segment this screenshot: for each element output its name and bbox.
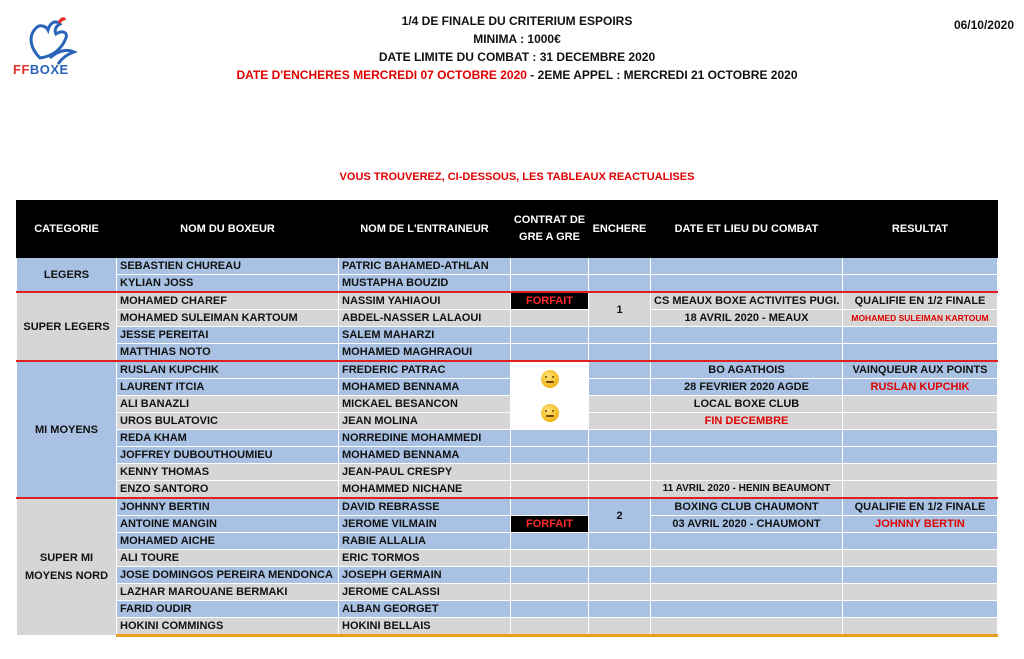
resultat-cell bbox=[843, 618, 998, 636]
entraineur-cell: MOHAMMED NICHANE bbox=[339, 481, 511, 499]
date-lieu-cell bbox=[651, 618, 843, 636]
resultat-cell: VAINQUEUR AUX POINTS bbox=[843, 361, 998, 379]
entraineur-cell: MOHAMED BENNAMA bbox=[339, 447, 511, 464]
entraineur-cell: JEAN MOLINA bbox=[339, 413, 511, 430]
resultat-cell bbox=[843, 567, 998, 584]
boxeur-cell: JOFFREY DUBOUTHOUMIEU bbox=[117, 447, 339, 464]
boxeur-cell: MOHAMED SULEIMAN KARTOUM bbox=[117, 310, 339, 327]
table-row bbox=[17, 310, 998, 327]
date-lieu-cell: LOCAL BOXE CLUB bbox=[651, 396, 843, 413]
contrat-cell bbox=[511, 481, 589, 499]
contrat-cell bbox=[511, 533, 589, 550]
entraineur-cell: NASSIM YAHIAOUI bbox=[339, 292, 511, 310]
resultat-winner-cell: MOHAMED SULEIMAN KARTOUM bbox=[843, 310, 998, 327]
entraineur-cell: NORREDINE MOHAMMEDI bbox=[339, 430, 511, 447]
ffboxe-logo-text: FFBOXE bbox=[13, 62, 69, 77]
page-title: 1/4 DE FINALE DU CRITERIUM ESPOIRS bbox=[401, 14, 633, 28]
contrat-cell bbox=[511, 567, 589, 584]
entraineur-cell: SALEM MAHARZI bbox=[339, 327, 511, 344]
boxeur-cell: KYLIAN JOSS bbox=[117, 275, 339, 293]
date-lieu-cell: BOXING CLUB CHAUMONT bbox=[651, 498, 843, 516]
resultat-cell bbox=[843, 550, 998, 567]
boxeur-cell: LAURENT ITCIA bbox=[117, 379, 339, 396]
enchere-cell bbox=[589, 379, 651, 396]
table-row bbox=[17, 379, 998, 396]
entraineur-cell: MUSTAPHA BOUZID bbox=[339, 275, 511, 293]
date-lieu-cell bbox=[651, 447, 843, 464]
col-entraineur: NOM DE L'ENTRAINEUR bbox=[339, 201, 511, 258]
enchere-cell: 2 bbox=[589, 498, 651, 533]
resultat-cell bbox=[843, 464, 998, 481]
resultat-cell bbox=[843, 481, 998, 499]
enchere-cell: 1 bbox=[589, 292, 651, 327]
contrat-cell bbox=[511, 464, 589, 481]
enchere-cell bbox=[589, 447, 651, 464]
entraineur-cell: DAVID REBRASSE bbox=[339, 498, 511, 516]
enchere-cell bbox=[589, 275, 651, 293]
contrat-cell bbox=[511, 396, 589, 430]
table-row bbox=[17, 498, 998, 516]
table-row bbox=[17, 618, 998, 636]
boxeur-cell: ANTOINE MANGIN bbox=[117, 516, 339, 533]
enchere-cell bbox=[589, 361, 651, 379]
contrat-cell bbox=[511, 258, 589, 275]
entraineur-cell: MOHAMED MAGHRAOUI bbox=[339, 344, 511, 362]
date-lieu-cell bbox=[651, 344, 843, 362]
boxeur-cell: MOHAMED AICHE bbox=[117, 533, 339, 550]
enchere-cell bbox=[589, 396, 651, 413]
entraineur-cell: FREDERIC PATRAC bbox=[339, 361, 511, 379]
contrat-cell bbox=[511, 310, 589, 327]
entraineur-cell: JEROME CALASSI bbox=[339, 584, 511, 601]
table-row bbox=[17, 275, 998, 293]
col-resultat: RESULTAT bbox=[843, 201, 998, 258]
resultat-winner-cell: JOHNNY BERTIN bbox=[843, 516, 998, 533]
table-row bbox=[17, 567, 998, 584]
table-row bbox=[17, 430, 998, 447]
resultat-cell bbox=[843, 275, 998, 293]
resultat-cell bbox=[843, 413, 998, 430]
entraineur-cell: MOHAMED BENNAMA bbox=[339, 379, 511, 396]
boxeur-cell: SEBASTIEN CHUREAU bbox=[117, 258, 339, 275]
table-row bbox=[17, 327, 998, 344]
table-row bbox=[17, 292, 998, 310]
boxeur-cell: LAZHAR MAROUANE BERMAKI bbox=[117, 584, 339, 601]
second-call: 2EME APPEL : MERCREDI 21 OCTOBRE 2020 bbox=[537, 68, 798, 82]
table-row bbox=[17, 584, 998, 601]
date-lieu-cell: 11 AVRIL 2020 - HENIN BEAUMONT bbox=[651, 481, 843, 499]
auction-date: DATE D'ENCHERES MERCREDI 07 OCTOBRE 2020 bbox=[236, 68, 527, 82]
date-lieu-cell: BO AGATHOIS bbox=[651, 361, 843, 379]
table-row bbox=[17, 533, 998, 550]
date-lieu-cell: 18 AVRIL 2020 - MEAUX bbox=[651, 310, 843, 327]
enchere-cell bbox=[589, 618, 651, 636]
enchere-cell bbox=[589, 481, 651, 499]
boxeur-cell: ALI TOURE bbox=[117, 550, 339, 567]
entraineur-cell: MICKAEL BESANCON bbox=[339, 396, 511, 413]
contrat-cell bbox=[511, 618, 589, 636]
enchere-cell bbox=[589, 533, 651, 550]
resultat-cell bbox=[843, 258, 998, 275]
resultat-cell bbox=[843, 344, 998, 362]
date-lieu-cell bbox=[651, 550, 843, 567]
forfait-badge: FORFAIT bbox=[511, 292, 589, 310]
entraineur-cell: ABDEL-NASSER LALAOUI bbox=[339, 310, 511, 327]
resultat-cell bbox=[843, 430, 998, 447]
boxeur-cell: UROS BULATOVIC bbox=[117, 413, 339, 430]
col-categorie: CATEGORIE bbox=[17, 201, 117, 258]
contrat-cell bbox=[511, 430, 589, 447]
date-lieu-cell bbox=[651, 533, 843, 550]
table-row bbox=[17, 344, 998, 362]
entraineur-cell: JEAN-PAUL CRESPY bbox=[339, 464, 511, 481]
enchere-cell bbox=[589, 601, 651, 618]
resultat-cell bbox=[843, 327, 998, 344]
contrat-cell bbox=[511, 584, 589, 601]
table-row bbox=[17, 396, 998, 413]
enchere-cell bbox=[589, 258, 651, 275]
entraineur-cell: PATRIC BAHAMED-ATHLAN bbox=[339, 258, 511, 275]
resultat-cell: QUALIFIE EN 1/2 FINALE bbox=[843, 498, 998, 516]
resultat-cell bbox=[843, 396, 998, 413]
col-date-lieu: DATE ET LIEU DU COMBAT bbox=[651, 201, 843, 258]
enchere-cell bbox=[589, 550, 651, 567]
resultat-cell: QUALIFIE EN 1/2 FINALE bbox=[843, 292, 998, 310]
forfait-badge: FORFAIT bbox=[511, 516, 589, 533]
date-lieu-cell: 03 AVRIL 2020 - CHAUMONT bbox=[651, 516, 843, 533]
boxeur-cell: JESSE PEREITAI bbox=[117, 327, 339, 344]
col-boxeur: NOM DU BOXEUR bbox=[117, 201, 339, 258]
contrat-cell bbox=[511, 361, 589, 396]
date-lieu-cell bbox=[651, 601, 843, 618]
thinking-face-icon bbox=[541, 370, 559, 388]
boxeur-cell: MATTHIAS NOTO bbox=[117, 344, 339, 362]
col-enchere: ENCHERE bbox=[589, 201, 651, 258]
date-lieu-cell bbox=[651, 567, 843, 584]
minima-line: MINIMA : 1000€ bbox=[473, 32, 561, 46]
category-cell: SUPER LEGERS bbox=[17, 292, 117, 361]
entraineur-cell: JOSEPH GERMAIN bbox=[339, 567, 511, 584]
updated-notice: VOUS TROUVEREZ, CI-DESSOUS, LES TABLEAUX REACTUALISES bbox=[339, 171, 695, 183]
auction-line bbox=[160, 66, 874, 84]
resultat-cell bbox=[843, 601, 998, 618]
boxeur-cell: HOKINI COMMINGS bbox=[117, 618, 339, 636]
enchere-cell bbox=[589, 430, 651, 447]
thinking-face-icon bbox=[541, 404, 559, 422]
contrat-cell bbox=[511, 327, 589, 344]
entraineur-cell: JEROME VILMAIN bbox=[339, 516, 511, 533]
table-row bbox=[17, 258, 998, 275]
table-row bbox=[17, 447, 998, 464]
date-lieu-cell: CS MEAUX BOXE ACTIVITES PUGI. bbox=[651, 292, 843, 310]
table-row bbox=[17, 601, 998, 618]
category-cell: SUPER MI MOYENS NORD bbox=[17, 498, 117, 636]
table-row bbox=[17, 481, 998, 499]
enchere-cell bbox=[589, 327, 651, 344]
boxeur-cell: ALI BANAZLI bbox=[117, 396, 339, 413]
boxeur-cell: JOHNNY BERTIN bbox=[117, 498, 339, 516]
table-row bbox=[17, 361, 998, 379]
criterium-table bbox=[16, 200, 998, 637]
table-row bbox=[17, 516, 998, 533]
enchere-cell bbox=[589, 567, 651, 584]
table-row bbox=[17, 464, 998, 481]
date-lieu-cell bbox=[651, 464, 843, 481]
boxeur-cell: KENNY THOMAS bbox=[117, 464, 339, 481]
contrat-cell bbox=[511, 550, 589, 567]
resultat-winner-cell: RUSLAN KUPCHIK bbox=[843, 379, 998, 396]
date-lieu-cell bbox=[651, 430, 843, 447]
entraineur-cell: HOKINI BELLAIS bbox=[339, 618, 511, 636]
boxeur-cell: JOSE DOMINGOS PEREIRA MENDONCA bbox=[117, 567, 339, 584]
auction-separator: - bbox=[526, 68, 538, 82]
resultat-cell bbox=[843, 447, 998, 464]
enchere-cell bbox=[589, 344, 651, 362]
contrat-cell bbox=[511, 275, 589, 293]
resultat-cell bbox=[843, 584, 998, 601]
boxeur-cell: RUSLAN KUPCHIK bbox=[117, 361, 339, 379]
resultat-cell bbox=[843, 533, 998, 550]
document-date: 06/10/2020 bbox=[953, 18, 1014, 32]
contrat-cell bbox=[511, 601, 589, 618]
date-lieu-cell bbox=[651, 327, 843, 344]
boxeur-cell: FARID OUDIR bbox=[117, 601, 339, 618]
page-header bbox=[160, 12, 874, 84]
table-header-row bbox=[17, 201, 998, 258]
date-lieu-cell: 28 FEVRIER 2020 AGDE bbox=[651, 379, 843, 396]
enchere-cell bbox=[589, 464, 651, 481]
contrat-cell bbox=[511, 447, 589, 464]
col-contrat: CONTRAT DE GRE A GRE bbox=[511, 201, 589, 258]
entraineur-cell: RABIE ALLALIA bbox=[339, 533, 511, 550]
category-cell: LEGERS bbox=[17, 258, 117, 293]
date-lieu-cell: FIN DECEMBRE bbox=[651, 413, 843, 430]
category-cell: MI MOYENS bbox=[17, 361, 117, 498]
table-row bbox=[17, 550, 998, 567]
date-lieu-cell bbox=[651, 584, 843, 601]
boxeur-cell: ENZO SANTORO bbox=[117, 481, 339, 499]
table-row bbox=[17, 413, 998, 430]
contrat-cell bbox=[511, 498, 589, 516]
boxeur-cell: MOHAMED CHAREF bbox=[117, 292, 339, 310]
deadline-line: DATE LIMITE DU COMBAT : 31 DECEMBRE 2020 bbox=[378, 50, 656, 64]
boxeur-cell: REDA KHAM bbox=[117, 430, 339, 447]
entraineur-cell: ERIC TORMOS bbox=[339, 550, 511, 567]
date-lieu-cell bbox=[651, 275, 843, 293]
contrat-cell bbox=[511, 344, 589, 362]
enchere-cell bbox=[589, 584, 651, 601]
enchere-cell bbox=[589, 413, 651, 430]
date-lieu-cell bbox=[651, 258, 843, 275]
entraineur-cell: ALBAN GEORGET bbox=[339, 601, 511, 618]
